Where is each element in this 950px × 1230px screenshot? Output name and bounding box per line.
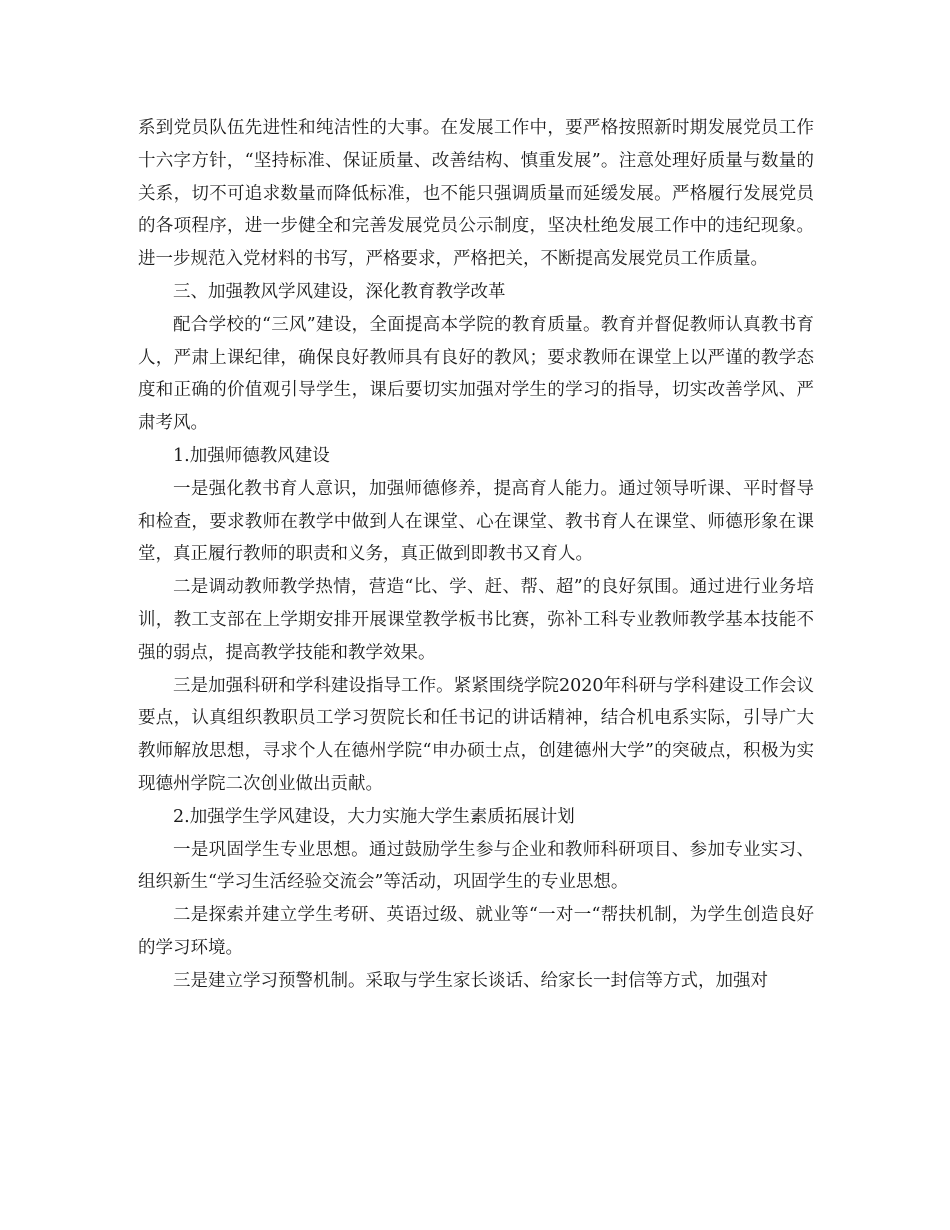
paragraph-11: 三是建立学习预警机制。采取与学生家长谈话、给家长一封信等方式，加强对 <box>173 970 768 991</box>
section-heading-3: 三、加强教风学风建设，深化教育教学改革 <box>173 281 506 302</box>
paragraph-7: 三是加强科研和学科建设指导工作。紧紧围绕学院2020年科研与学科建设工作会议要点，认真组织教职员工学习贺院长和任书记的讲话精神，结合机电系实际，引导广大教师解放思想，寻求个人在德州学院“申办硕士点，创建德州大学”的突破点，积极为实现德州学院二次创业做出贡献。 <box>138 675 814 794</box>
paragraph-10: 二是探索并建立学生考研、英语过级、就业等“一对一“帮扶机制，为学生创造良好的学习环境。 <box>138 905 814 958</box>
paragraph-3: 配合学校的“三风”建设，全面提高本学院的教育质量。教育并督促教师认真教书育人，严肃上课纪律，确保良好教师具有良好的教风；要求教师在课堂上以严谨的教学态度和正确的价值观引导学生，课后要切实加强对学生的学习的指导，切实改善学风、严肃考风。 <box>138 314 814 434</box>
paragraph-1: 系到党员队伍先进性和纯洁性的大事。在发展工作中，要严格按照新时期发展党员工作十六字方针，“坚持标准、保证质量、改善结构、慎重发展”。注意处理好质量与数量的关系，切不可追求数量而降低标准，也不能只强调质量而延缓发展。严格履行发展党员的各项程序，进一步健全和完善发展党员公示制度，坚决杜绝发展工作中的违纪现象。进一步规范入党材料的书写，严格要求，严格把关，不断提高发展党员工作质量。 <box>138 118 814 270</box>
paragraph-6: 二是调动教师教学热情，营造“比、学、赶、帮、超”的良好氛围。通过进行业务培训，教工支部在上学期安排开展课堂教学板书比赛，弥补工科专业教师教学基本技能不强的弱点，提高教学技能和教学效果。 <box>138 577 814 663</box>
paragraph-9: 一是巩固学生专业思想。通过鼓励学生参与企业和教师科研项目、参加专业实习、组织新生“学习生活经验交流会”等活动，巩固学生的专业思想。 <box>138 839 814 893</box>
subheading-2: 2.加强学生学风建设，大力实施大学生素质拓展计划 <box>173 806 575 827</box>
paragraph-5: 一是强化教书育人意识，加强师德修养，提高育人能力。通过领导听课、平时督导和检查，要求教师在教学中做到人在课堂、心在课堂、教书育人在课堂、师德形象在课堂，真正履行教师的职责和义务，真正做到即教书又育人。 <box>138 478 814 565</box>
subheading-1: 1.加强师德教风建设 <box>173 445 330 466</box>
document-page <box>138 112 814 998</box>
